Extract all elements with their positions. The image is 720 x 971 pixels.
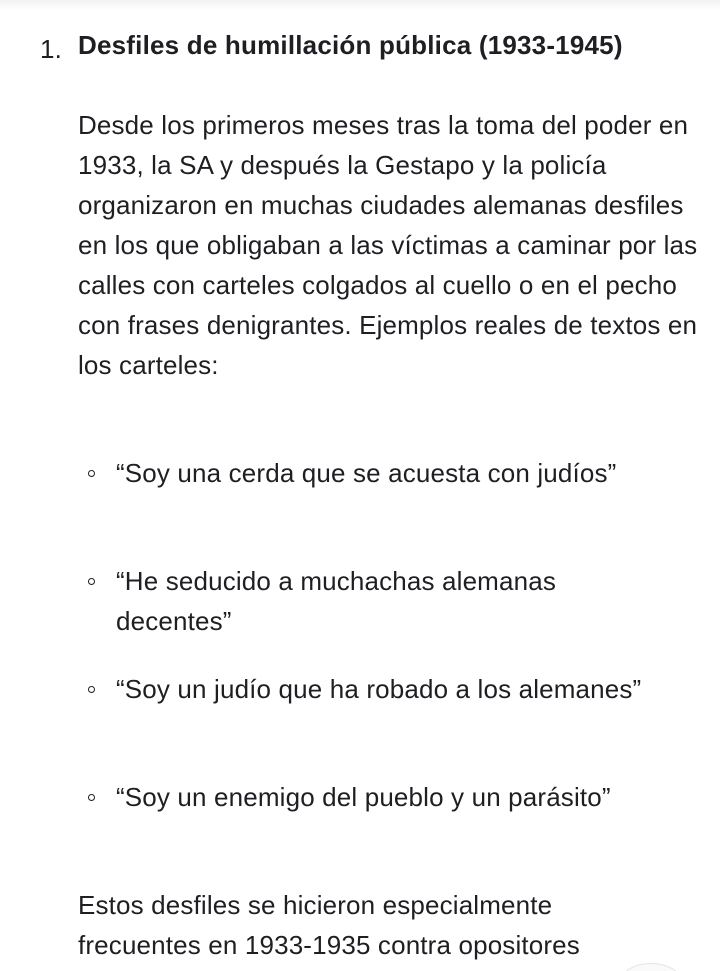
list-item: [0, 777, 720, 885]
quote-text: “Soy una cerda que se acuesta con judíos”: [116, 458, 617, 488]
closing-paragraph: [78, 885, 708, 965]
bullet-circle-icon: [88, 794, 95, 801]
list-item: [0, 669, 720, 777]
closing-line: frecuentes en 1933-1935 contra opositores: [78, 930, 580, 960]
quote-text: “He seducido a muchachas alemanas decentes”: [116, 566, 556, 636]
list-item-body: Desde los primeros meses tras la toma del poder en 1933, la SA y después la Gestapo y la policía organizaron en muchas ciudades alemanas desfiles en los que obligaban a las víctimas a caminar por las calles con carteles colgados al cuello o en el pecho con frases denigrantes. Ejemplos reales de textos en los carteles:: [78, 110, 698, 380]
bullet-circle-icon: [88, 578, 95, 585]
top-fade: [0, 0, 720, 10]
list-item-number: 1.: [40, 34, 63, 64]
bullet-circle-icon: [88, 686, 95, 693]
list-item: [0, 453, 720, 561]
quote-list: [0, 453, 720, 885]
quote-text: “Soy un enemigo del pueblo y un parásito”: [116, 782, 611, 812]
list-item-title: Desfiles de humillación pública (1933-1945): [78, 30, 623, 60]
closing-line: Estos desfiles se hicieron especialmente: [78, 890, 553, 920]
bullet-circle-icon: [88, 470, 95, 477]
list-item: [0, 561, 720, 669]
quote-text: “Soy un judío que ha robado a los alemanes”: [116, 674, 642, 704]
